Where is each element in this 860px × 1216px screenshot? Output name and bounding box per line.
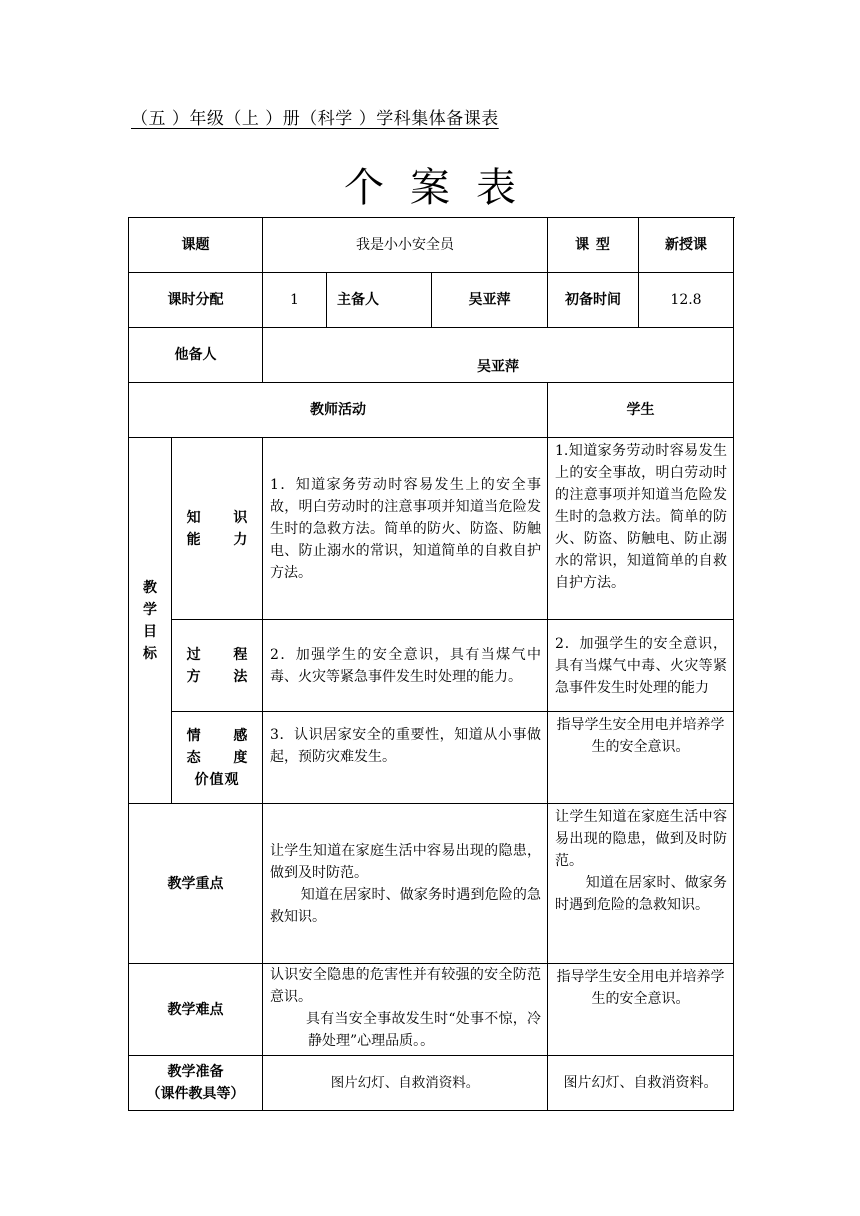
row-difficult-points — [129, 964, 734, 1056]
key-points-student-p1: 让学生知道在家庭生活中容易出现的隐患，做到及时防范。 — [555, 809, 727, 869]
page-header: （五 ）年级（上 ）册（科学 ）学科集体备课表 — [131, 109, 499, 129]
emotion-student-text: 指导学生安全用电并培养学生的安全意识。 — [548, 712, 734, 804]
row-preparation — [129, 1056, 734, 1111]
knowledge-student-text: 1.知道家务劳动时容易发生上的安全事故，明白劳动时的注意事项并知道当危险发生时的急救方法。简单的防火、防盗、防触电、防止溺水的常识，知道简单的自救自护方法。 — [548, 438, 734, 620]
process-student-text: 2．加强学生的安全意识，具有当煤气中毒、火灾等紧急事件发生时处理的能力 — [548, 620, 734, 712]
process-label-line1: 过 程 — [186, 646, 262, 663]
emotion-teacher-text: 3．认识居家安全的重要性，知道从小事做起，预防灾难发生。 — [263, 712, 548, 804]
row-others — [129, 328, 734, 383]
goals-char-1: 教 — [143, 579, 157, 596]
preparation-teacher: 图片幻灯、自救消资料。 — [263, 1056, 548, 1111]
goals-char-2: 学 — [143, 601, 157, 618]
preparation-student: 图片幻灯、自救消资料。 — [548, 1056, 734, 1111]
difficult-points-teacher-p2: 具有当安全事故发生时“处事不惊，冷静处理”心理品质。。 — [306, 1011, 541, 1049]
other-teachers-value: 吴亚萍 — [263, 328, 734, 383]
key-points-teacher — [263, 804, 548, 964]
lead-teacher-value: 吴亚萍 — [432, 273, 548, 328]
student-header: 学生 — [548, 383, 734, 438]
lesson-plan-table — [128, 217, 734, 1111]
other-teachers-label: 他备人 — [129, 328, 263, 383]
preparation-label — [129, 1056, 263, 1111]
row-activity-headers — [129, 383, 734, 438]
emotion-label-line2: 态 度 — [186, 749, 262, 766]
type-value: 新授课 — [639, 218, 734, 273]
row-goal-process — [129, 620, 734, 712]
row-goal-knowledge — [129, 438, 734, 620]
goals-char-4: 标 — [143, 645, 157, 662]
process-method-label — [172, 620, 263, 712]
hours-value: 1 — [263, 273, 327, 328]
knowledge-teacher-text: 1．知道家务劳动时容易发生上的安全事故，明白劳动时的注意事项并知道当危险发生时的急救方法。简单的防火、防盗、防触电、防止溺水的常识，知道简单的自救自护方法。 — [263, 438, 548, 620]
lead-teacher-label: 主备人 — [327, 273, 432, 328]
difficult-points-teacher — [263, 964, 548, 1056]
topic-value: 我是小小安全员 — [263, 218, 548, 273]
type-label: 课 型 — [548, 218, 639, 273]
preparation-label-line2: （课件教具等） — [146, 1086, 245, 1102]
key-points-teacher-p2: 知道在居家时、做家务时遇到危险的急救知识。 — [270, 886, 541, 925]
row-key-points — [129, 804, 734, 964]
process-teacher-text: 2．加强学生的安全意识，具有当煤气中毒、火灾等紧急事件发生时处理的能力。 — [263, 620, 548, 712]
key-points-student-p2: 知道在居家时、做家务时遇到危险的急救知识。 — [555, 875, 727, 913]
topic-label: 课题 — [129, 218, 263, 273]
row-goal-emotion — [129, 712, 734, 804]
hours-label: 课时分配 — [129, 273, 263, 328]
key-points-student — [548, 804, 734, 964]
difficult-points-teacher-p1: 认识安全隐患的危害性并有较强的安全防范意识。 — [270, 967, 541, 1005]
teaching-goals-label — [129, 438, 172, 804]
date-value: 12.8 — [639, 273, 734, 328]
preparation-label-line1: 教学准备 — [167, 1064, 224, 1080]
key-points-teacher-p1: 让学生知道在家庭生活中容易出现的隐患，做到及时防范。 — [270, 842, 541, 881]
teacher-activity-header: 教师活动 — [129, 383, 548, 438]
difficult-points-label: 教学难点 — [129, 964, 263, 1056]
date-label: 初备时间 — [548, 273, 639, 328]
key-points-label: 教学重点 — [129, 804, 263, 964]
knowledge-label-line1: 知 识 — [186, 509, 262, 526]
emotion-label-line1: 情 感 — [186, 727, 262, 744]
process-label-line2: 方 法 — [186, 668, 262, 685]
goals-char-3: 目 — [143, 623, 157, 640]
row-topic — [129, 218, 734, 273]
knowledge-label-line2: 能 力 — [186, 531, 262, 548]
page-title: 个案表 — [344, 165, 542, 211]
emotion-label-line3: 价值观 — [194, 771, 240, 788]
row-hours — [129, 273, 734, 328]
emotion-attitude-label — [172, 712, 263, 804]
difficult-points-student: 指导学生安全用电并培养学生的安全意识。 — [548, 964, 734, 1056]
knowledge-ability-label — [172, 438, 263, 620]
